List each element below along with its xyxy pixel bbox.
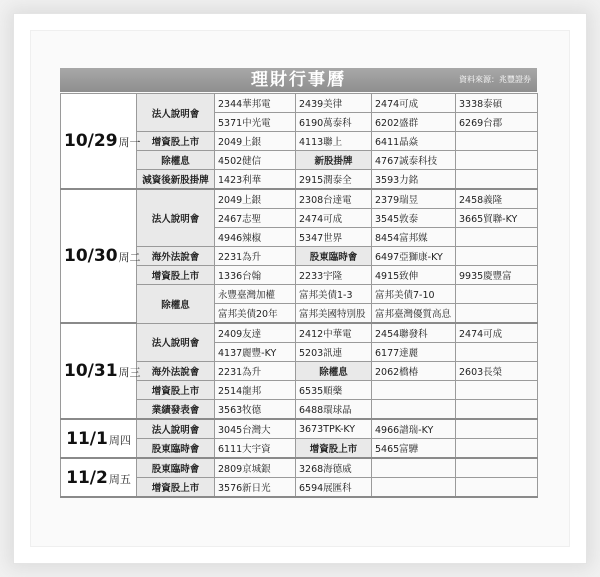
category-label: 股東臨時會: [137, 439, 215, 459]
stock-cell: 富邦美債1-3: [296, 285, 372, 304]
header-banner: [60, 68, 537, 92]
weekday-label: 周一: [118, 136, 141, 149]
stock-cell: 2412中華電: [296, 323, 372, 343]
stock-cell: 2458義隆: [456, 189, 538, 209]
stock-cell: [456, 228, 538, 247]
table-row: [61, 189, 538, 209]
stock-cell: [456, 458, 538, 478]
category-label: 股東臨時會: [137, 458, 215, 478]
category-label: 業績發表會: [137, 400, 215, 420]
stock-cell: [456, 151, 538, 170]
stock-cell: 3045台灣大: [215, 419, 296, 439]
table-row: [61, 323, 538, 343]
stock-cell: 富邦美債20年: [215, 304, 296, 324]
stock-cell: 2474可成: [456, 323, 538, 343]
stock-cell: 2915潤泰全: [296, 170, 372, 190]
weekday-label: 周五: [108, 472, 131, 486]
stock-cell: [456, 285, 538, 304]
stock-cell: 4966譜瑞-KY: [372, 419, 456, 439]
date-cell: [61, 419, 137, 458]
stock-cell: 4767誠泰科技: [372, 151, 456, 170]
table-row: [61, 419, 538, 439]
stock-cell: 6497亞獅康-KY: [372, 247, 456, 266]
page-title: 理財行事曆: [251, 70, 346, 90]
category-label: 法人說明會: [137, 189, 215, 247]
stock-cell: 2231為升: [215, 362, 296, 381]
stock-cell: 5371中光電: [215, 113, 296, 132]
category-label: 增資股上市: [137, 381, 215, 400]
stock-cell: [372, 381, 456, 400]
stock-cell: 8454富邦媒: [372, 228, 456, 247]
stock-cell: [456, 247, 538, 266]
stock-cell: 2379瑞昱: [372, 189, 456, 209]
stock-cell: 1336台翰: [215, 266, 296, 285]
stock-cell: [456, 343, 538, 362]
stock-cell: 5347世界: [296, 228, 372, 247]
category-label: 增資股上市: [137, 132, 215, 151]
stock-cell: [456, 170, 538, 190]
stock-cell: 6411晶焱: [372, 132, 456, 151]
stock-cell: 4946辣椒: [215, 228, 296, 247]
stock-cell: [456, 381, 538, 400]
stock-cell: 2454聯發科: [372, 323, 456, 343]
stock-cell: 2439美律: [296, 94, 372, 113]
stock-cell: 2474可成: [372, 94, 456, 113]
stock-cell: 富邦臺灣優質高息: [372, 304, 456, 324]
stock-cell: [456, 439, 538, 459]
stock-cell: [372, 478, 456, 498]
date-cell: [61, 94, 141, 190]
stock-cell: 1423利華: [215, 170, 296, 190]
category-label: 除權息: [296, 362, 372, 381]
category-label: 海外法說會: [137, 362, 215, 381]
category-label: 法人說明會: [137, 419, 215, 439]
stock-cell: 3665貿聯-KY: [456, 209, 538, 228]
stock-cell: 3673TPK-KY: [296, 419, 372, 439]
category-label: 股東臨時會: [296, 247, 372, 266]
stock-cell: 2344華邦電: [215, 94, 296, 113]
stock-cell: 4113聯上: [296, 132, 372, 151]
stock-cell: 4915致伸: [372, 266, 456, 285]
stock-cell: 6202盛群: [372, 113, 456, 132]
stock-cell: 2062橋椿: [372, 362, 456, 381]
category-label: 增資股上市: [137, 266, 215, 285]
category-label: 除權息: [137, 151, 215, 170]
stock-cell: 2049上銀: [215, 132, 296, 151]
stock-cell: 2514龍邦: [215, 381, 296, 400]
date-label: 11/1: [66, 428, 108, 449]
stock-cell: [372, 458, 456, 478]
stock-cell: 6269台郡: [456, 113, 538, 132]
stock-cell: 2308台達電: [296, 189, 372, 209]
weekday-label: 周三: [118, 366, 141, 379]
stock-cell: 2603長榮: [456, 362, 538, 381]
stock-cell: 6535順藥: [296, 381, 372, 400]
stock-cell: 4137麗豐-KY: [215, 343, 296, 362]
stock-cell: 2231為升: [215, 247, 296, 266]
stock-cell: 3545敦泰: [372, 209, 456, 228]
date-cell: [61, 189, 141, 323]
stock-cell: [456, 132, 538, 151]
stock-cell: [456, 400, 538, 420]
stock-cell: [456, 419, 538, 439]
stock-cell: 6594展匯科: [296, 478, 372, 498]
weekday-label: 周二: [118, 251, 141, 264]
stock-cell: 3338泰碩: [456, 94, 538, 113]
stock-cell: [372, 400, 456, 420]
date-cell: [61, 458, 137, 497]
category-label: 法人說明會: [137, 94, 215, 132]
date-cell: [61, 323, 141, 419]
category-label: 減資後新股掛牌: [137, 170, 215, 190]
stock-cell: 3563牧德: [215, 400, 296, 420]
stock-cell: 富邦美債7-10: [372, 285, 456, 304]
date-label: 11/2: [66, 467, 108, 488]
date-label: 10/29: [64, 131, 118, 151]
category-label: 海外法說會: [137, 247, 215, 266]
weekday-label: 周四: [108, 433, 131, 447]
source-note: 資料來源：兆豐證券: [459, 75, 531, 84]
date-label: 10/30: [64, 246, 118, 266]
stock-cell: 5203訊連: [296, 343, 372, 362]
category-label: 除權息: [137, 285, 215, 324]
stock-cell: 2409友達: [215, 323, 296, 343]
stock-cell: 2233宇隆: [296, 266, 372, 285]
calendar-table: [60, 93, 538, 498]
stock-cell: 6111大宇資: [215, 439, 296, 459]
table-row: [61, 94, 538, 113]
stock-cell: 2809京城銀: [215, 458, 296, 478]
category-label: 新股掛牌: [296, 151, 372, 170]
stock-cell: 5465富驊: [372, 439, 456, 459]
stock-cell: 2467志聖: [215, 209, 296, 228]
stock-cell: 3268海德威: [296, 458, 372, 478]
stock-cell: 6190萬泰科: [296, 113, 372, 132]
stock-cell: 永豐臺灣加權: [215, 285, 296, 304]
stock-cell: 6488環球晶: [296, 400, 372, 420]
stock-cell: 3593力銘: [372, 170, 456, 190]
table-row: [61, 458, 538, 478]
stock-cell: [456, 478, 538, 498]
stock-cell: 4502健信: [215, 151, 296, 170]
date-label: 10/31: [64, 361, 118, 381]
stock-cell: 3576新日光: [215, 478, 296, 498]
category-label: 法人說明會: [137, 323, 215, 362]
stock-cell: 2049上銀: [215, 189, 296, 209]
stock-cell: 富邦美國特別股: [296, 304, 372, 324]
stock-cell: 2474可成: [296, 209, 372, 228]
stock-cell: 9935慶豐富: [456, 266, 538, 285]
stock-cell: 6177達麗: [372, 343, 456, 362]
category-label: 增資股上市: [137, 478, 215, 498]
stock-cell: [456, 304, 538, 324]
category-label: 增資股上市: [296, 439, 372, 459]
